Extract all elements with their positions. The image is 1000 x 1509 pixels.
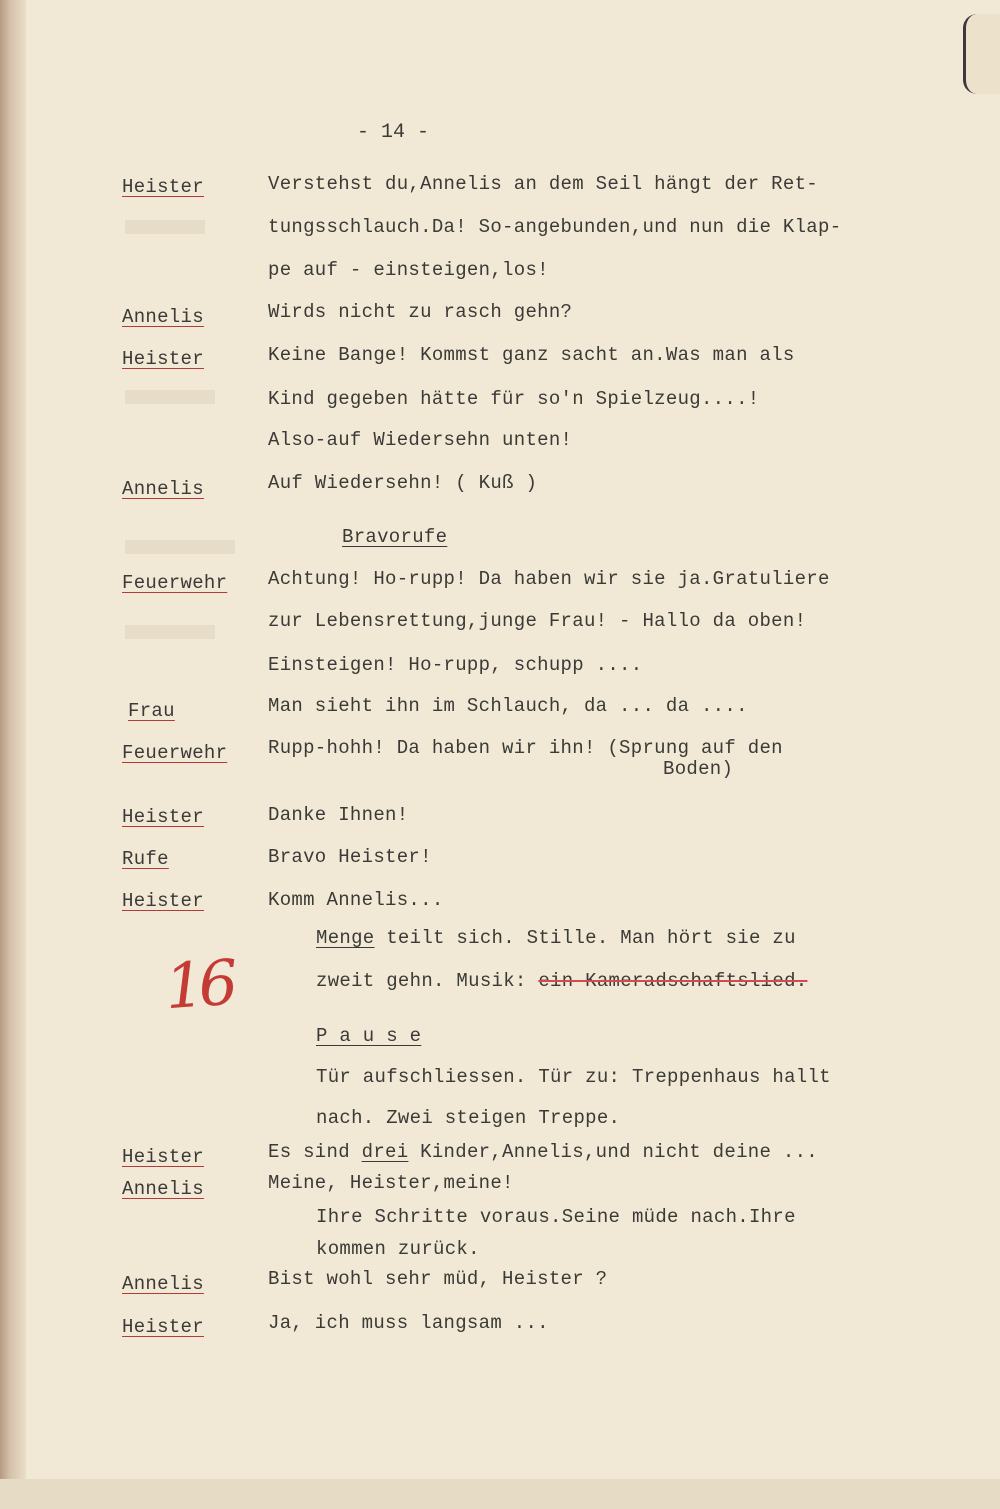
dialogue-line: Wirds nicht zu rasch gehn? xyxy=(268,301,573,323)
dialogue-line: Komm Annelis... xyxy=(268,889,444,911)
dialogue-line xyxy=(268,1141,818,1163)
dialogue-line: Verstehst du,Annelis an dem Seil hängt der Ret- xyxy=(268,173,818,195)
stage-direction: nach. Zwei steigen Treppe. xyxy=(316,1107,621,1129)
dialogue-line: Man sieht ihn im Schlauch, da ... da .... xyxy=(268,695,748,717)
dialogue-text: Es sind xyxy=(268,1141,362,1163)
dialogue-line: Rupp-hohh! Da haben wir ihn! (Sprung auf den xyxy=(268,737,783,759)
page-number: - 14 - xyxy=(357,121,430,144)
dialogue-line: Ja, ich muss langsam ... xyxy=(268,1312,549,1334)
dialogue-underlined: drei xyxy=(361,1141,409,1163)
dialogue-line: Meine, Heister,meine! xyxy=(268,1172,514,1194)
speaker-annelis: Annelis xyxy=(122,306,204,328)
struck-through-text: ein Kameradschaftslied. xyxy=(538,970,808,992)
stage-direction: Ihre Schritte voraus.Seine müde nach.Ihre xyxy=(316,1206,796,1228)
handwritten-scene-number: 16 xyxy=(162,945,235,1024)
dialogue-line: pe auf - einsteigen,los! xyxy=(268,259,549,281)
stage-direction xyxy=(316,927,796,949)
bleed-through-mark xyxy=(125,540,235,554)
speaker-heister: Heister xyxy=(122,1316,204,1338)
bleed-through-mark xyxy=(125,390,215,404)
pause-direction: P a u s e xyxy=(316,1025,422,1047)
speaker-rufe: Rufe xyxy=(122,848,169,870)
speaker-annelis: Annelis xyxy=(122,1273,204,1295)
stage-direction-underlined: Menge xyxy=(316,927,375,949)
speaker-heister: Heister xyxy=(122,1146,204,1168)
speaker-heister: Heister xyxy=(122,806,204,828)
speaker-feuerwehr: Feuerwehr xyxy=(122,572,228,594)
bleed-through-mark xyxy=(125,220,205,234)
bleed-through-mark xyxy=(125,625,215,639)
dialogue-line: Also-auf Wiedersehn unten! xyxy=(268,429,573,451)
speaker-heister: Heister xyxy=(122,890,204,912)
speaker-heister: Heister xyxy=(122,348,204,370)
speaker-feuerwehr: Feuerwehr xyxy=(122,742,228,764)
dialogue-line: tungsschlauch.Da! So-angebunden,und nun die Klap- xyxy=(268,216,842,238)
page-bottom-edge xyxy=(0,1479,1000,1509)
binding-edge xyxy=(0,0,26,1509)
dialogue-text: Kinder,Annelis,und nicht deine ... xyxy=(408,1141,819,1163)
page-corner-curl xyxy=(963,14,1000,94)
speaker-heister: Heister xyxy=(122,176,204,198)
dialogue-line: Danke Ihnen! xyxy=(268,804,409,826)
stage-direction-text: teilt sich. Stille. Man hört sie zu xyxy=(374,927,796,949)
dialogue-line-continuation: Boden) xyxy=(663,758,734,780)
speaker-annelis: Annelis xyxy=(122,478,204,500)
speaker-frau: Frau xyxy=(128,700,175,722)
stage-direction: Tür aufschliessen. Tür zu: Treppenhaus hallt xyxy=(316,1066,831,1088)
dialogue-line: Keine Bange! Kommst ganz sacht an.Was man als xyxy=(268,344,795,366)
stage-direction-text: zweit gehn. Musik: xyxy=(316,970,539,992)
stage-direction: kommen zurück. xyxy=(316,1238,480,1260)
dialogue-line: Einsteigen! Ho-rupp, schupp .... xyxy=(268,654,643,676)
dialogue-line: zur Lebensrettung,junge Frau! - Hallo da oben! xyxy=(268,610,807,632)
stage-direction xyxy=(316,970,808,992)
dialogue-line: Kind gegeben hätte für so'n Spielzeug....! xyxy=(268,388,760,410)
stage-direction: Bravorufe xyxy=(342,526,448,548)
dialogue-line: Bist wohl sehr müd, Heister ? xyxy=(268,1268,608,1290)
dialogue-line: Achtung! Ho-rupp! Da haben wir sie ja.Gratuliere xyxy=(268,568,830,590)
dialogue-line: Bravo Heister! xyxy=(268,846,432,868)
speaker-annelis: Annelis xyxy=(122,1178,204,1200)
dialogue-line: Auf Wiedersehn! ( Kuß ) xyxy=(268,472,538,494)
